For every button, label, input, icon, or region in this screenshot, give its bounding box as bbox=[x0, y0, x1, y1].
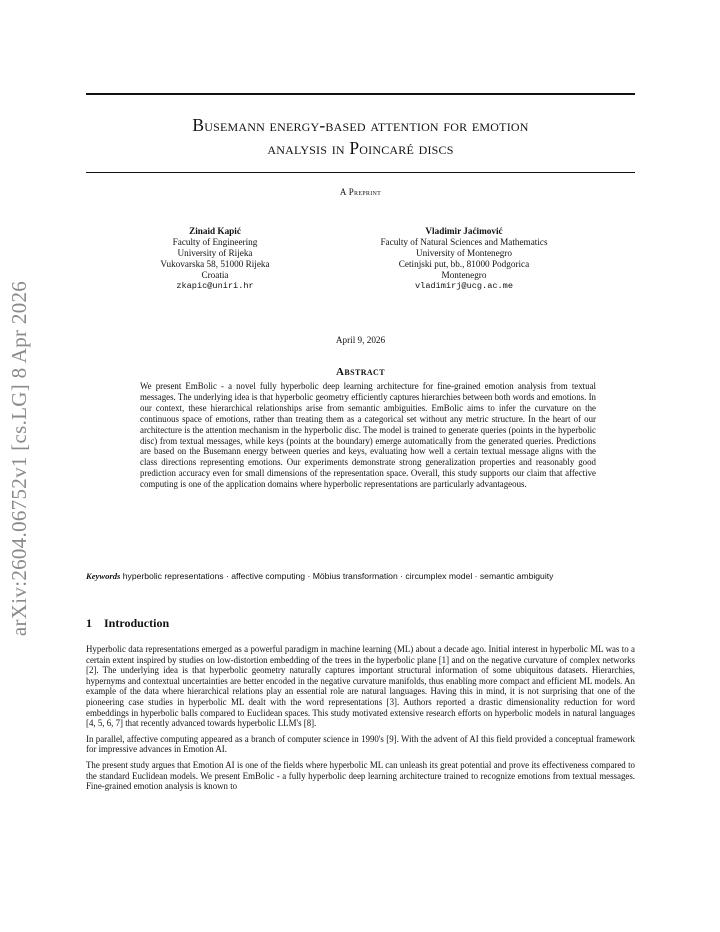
keywords-text: hyperbolic representations · affective computing · Möbius transformation · circumplex model · semantic ambiguity bbox=[122, 571, 554, 581]
body-paragraph: The present study argues that Emotion AI is one of the fields where hyperbolic ML can unleash its great potential and prove its effectiveness compared to the standard Euclidean models. We present EmBolic - a fully hyperbolic deep learning architecture trained to recognize emotions from textual messages. Fine-grained emotion analysis is known to bbox=[86, 759, 635, 792]
author-affiliation: Vukovarska 58, 51000 Rijeka bbox=[160, 259, 270, 269]
author-affiliation: Faculty of Engineering bbox=[172, 237, 258, 247]
author-block-1 bbox=[130, 226, 300, 292]
author-name: Zinaid Kapić bbox=[189, 226, 241, 236]
body-paragraph: In parallel, affective computing appeared as a branch of computer science in 1990's [9]. With the advent of AI this field provided a conceptual framework for impressive advances in Emotion AI. bbox=[86, 733, 635, 755]
section-number: 1 bbox=[86, 616, 92, 630]
paper-title-line-1: Busemann energy-based attention for emotion bbox=[192, 115, 529, 135]
author-affiliation: University of Montenegro bbox=[416, 248, 512, 258]
body-paragraph: Hyperbolic data representations emerged as a powerful paradigm in machine learning (ML) about a decade ago. Initial interest in hyperbolic ML was to a certain extent inspired by studies on low-distortion embedding of the trees in the hyperbolic plane [1] and on the negative curvature of complex networks [2]. The underlying idea is that hyperbolic geometry naturally captures important structural information of some ubiquitous datasets. Hierarchies, hypernyms and contextual uncertainties are better encoded in the negative curvature manifolds, thus enabling more compact and efficient ML models. An example of the data where hierarchical relations play an essential role are natural languages. Having this in mind, it is not surprising that one of the pioneering case studies in hyperbolic ML dealt with the word representations [3]. Authors reported a drastic dimensionality reduction for word embeddings in hyperbolic balls compared to Euclidean spaces. This study motivated extensive research efforts on hyperbolic models in natural languages [4, 5, 6, 7] that recently advanced towards hyperbolic LLM's [8]. bbox=[86, 644, 635, 729]
paper-title bbox=[86, 114, 635, 160]
abstract-text: We present EmBolic - a novel fully hyperbolic deep learning architecture for fine-grained emotion analysis from textual messages. The underlying idea is that hyperbolic geometry efficiently captures hierarchies between both words and emotions. In our context, these hierarchical relationships arise from semantic ambiguities. EmBolic aims to infer the curvature on the continuous space of emotions, rather than treating them as a categorical set without any metric structure. In the heart of our architecture is the attention mechanism in the hyperbolic disc. The model is trained to generate queries (points in the hyperbolic disc) from textual messages, while keys (points at the boundary) emerge automatically from the generated queries. Predictions are based on the Busemann energy between queries and keys, evaluating how well a certain textual message aligns with the class directions representing emotions. Our experiments demonstrate strong generalization properties and reasonably good prediction accuracy even for small dimensions of the representation space. Overall, this study supports our claim that affective computing is one of the application domains where hyperbolic representations are particularly advantageous. bbox=[140, 381, 596, 490]
title-rule-top bbox=[86, 93, 635, 95]
author-email[interactable]: vladimirj@ucg.ac.me bbox=[415, 281, 513, 291]
section-title: Introduction bbox=[104, 616, 170, 630]
abstract-heading: Abstract bbox=[336, 366, 385, 378]
keywords bbox=[86, 571, 635, 582]
publication-date: April 9, 2026 bbox=[335, 335, 386, 345]
section-heading bbox=[86, 616, 635, 631]
author-affiliation: Montenegro bbox=[441, 270, 487, 280]
arxiv-stamp bbox=[0, 268, 40, 648]
author-block-2 bbox=[335, 226, 593, 292]
author-affiliation: Faculty of Natural Sciences and Mathematics bbox=[380, 237, 548, 247]
author-affiliation: Croatia bbox=[201, 270, 229, 280]
section-body bbox=[86, 644, 635, 797]
author-affiliation: Cetinjski put, bb., 81000 Podgorica bbox=[398, 259, 530, 269]
title-rule-bottom bbox=[86, 172, 635, 173]
author-name: Vladimir Jaćimović bbox=[425, 226, 503, 236]
author-affiliation: University of Rijeka bbox=[177, 248, 253, 258]
preprint-label: A Preprint bbox=[339, 187, 382, 197]
arxiv-stamp-text: arXiv:2604.06752v1 [cs.LG] 8 Apr 2026 bbox=[7, 280, 32, 636]
keywords-label: Keywords bbox=[86, 571, 121, 581]
paper-title-line-2: analysis in Poincaré discs bbox=[267, 138, 454, 158]
author-email[interactable]: zkapic@uniri.hr bbox=[176, 281, 254, 291]
